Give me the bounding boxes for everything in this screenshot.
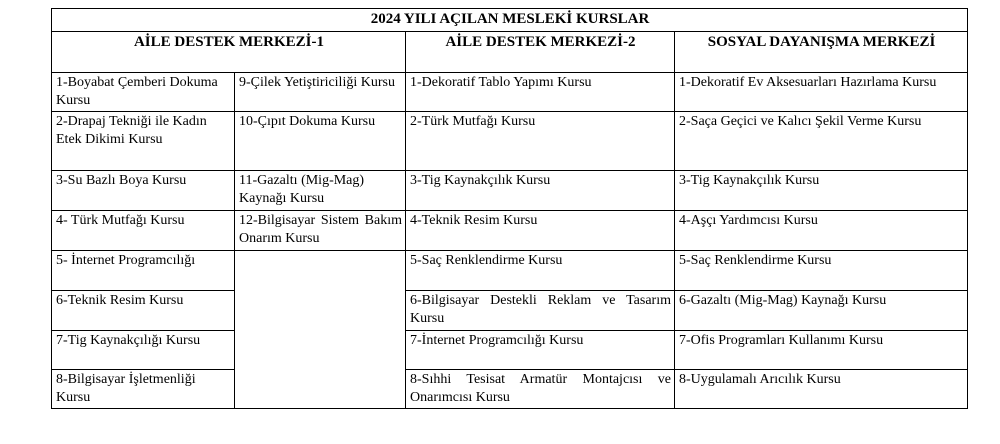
course-cell: 6-Bilgisayar Destekli Reklam ve Tasarım Kursu [406,291,675,331]
course-cell: 2-Türk Mutfağı Kursu [406,112,675,171]
table-row [52,251,968,291]
table-row [52,291,968,331]
course-cell: 6-Teknik Resim Kursu [52,291,235,331]
empty-cell [235,251,406,409]
course-cell: 4- Türk Mutfağı Kursu [52,211,235,251]
header-sosyal-dayanisma: SOSYAL DAYANIŞMA MERKEZİ [675,32,968,73]
course-cell: 8-Bilgisayar İşletmenliği Kursu [52,370,235,409]
course-cell: 3-Su Bazlı Boya Kursu [52,171,235,211]
course-cell: 7-İnternet Programcılığı Kursu [406,331,675,370]
course-cell: 9-Çilek Yetiştiriciliği Kursu [235,73,406,112]
course-cell: 10-Çıpıt Dokuma Kursu [235,112,406,171]
course-cell: 1-Dekoratif Ev Aksesuarları Hazırlama Kursu [675,73,968,112]
table-title: 2024 YILI AÇILAN MESLEKİ KURSLAR [52,9,968,32]
table-row [52,73,968,112]
courses-table [51,8,968,409]
table-row [52,211,968,251]
course-cell: 2-Drapaj Tekniği ile Kadın Etek Dikimi Kursu [52,112,235,171]
table-row [52,112,968,171]
course-cell: 5- İnternet Programcılığı [52,251,235,291]
course-cell: 2-Saça Geçici ve Kalıcı Şekil Verme Kursu [675,112,968,171]
course-cell: 12-Bilgisayar Sistem Bakım Onarım Kursu [235,211,406,251]
table-row [52,370,968,409]
course-cell: 5-Saç Renklendirme Kursu [406,251,675,291]
course-cell: 4-Aşçı Yardımcısı Kursu [675,211,968,251]
course-cell: 5-Saç Renklendirme Kursu [675,251,968,291]
header-aile-destek-1: AİLE DESTEK MERKEZİ-1 [52,32,406,73]
course-cell: 7-Tig Kaynakçılığı Kursu [52,331,235,370]
title-row [52,9,968,32]
course-cell: 3-Tig Kaynakçılık Kursu [675,171,968,211]
course-cell: 8-Sıhhi Tesisat Armatür Montajcısı ve Onarımcısı Kursu [406,370,675,409]
header-row [52,32,968,73]
course-cell: 1-Boyabat Çemberi Dokuma Kursu [52,73,235,112]
course-cell: 6-Gazaltı (Mig-Mag) Kaynağı Kursu [675,291,968,331]
course-cell: 11-Gazaltı (Mig-Mag) Kaynağı Kursu [235,171,406,211]
course-cell: 3-Tig Kaynakçılık Kursu [406,171,675,211]
course-cell: 4-Teknik Resim Kursu [406,211,675,251]
table-row [52,331,968,370]
course-cell: 1-Dekoratif Tablo Yapımı Kursu [406,73,675,112]
course-cell: 8-Uygulamalı Arıcılık Kursu [675,370,968,409]
table-row [52,171,968,211]
course-cell: 7-Ofis Programları Kullanımı Kursu [675,331,968,370]
header-aile-destek-2: AİLE DESTEK MERKEZİ-2 [406,32,675,73]
